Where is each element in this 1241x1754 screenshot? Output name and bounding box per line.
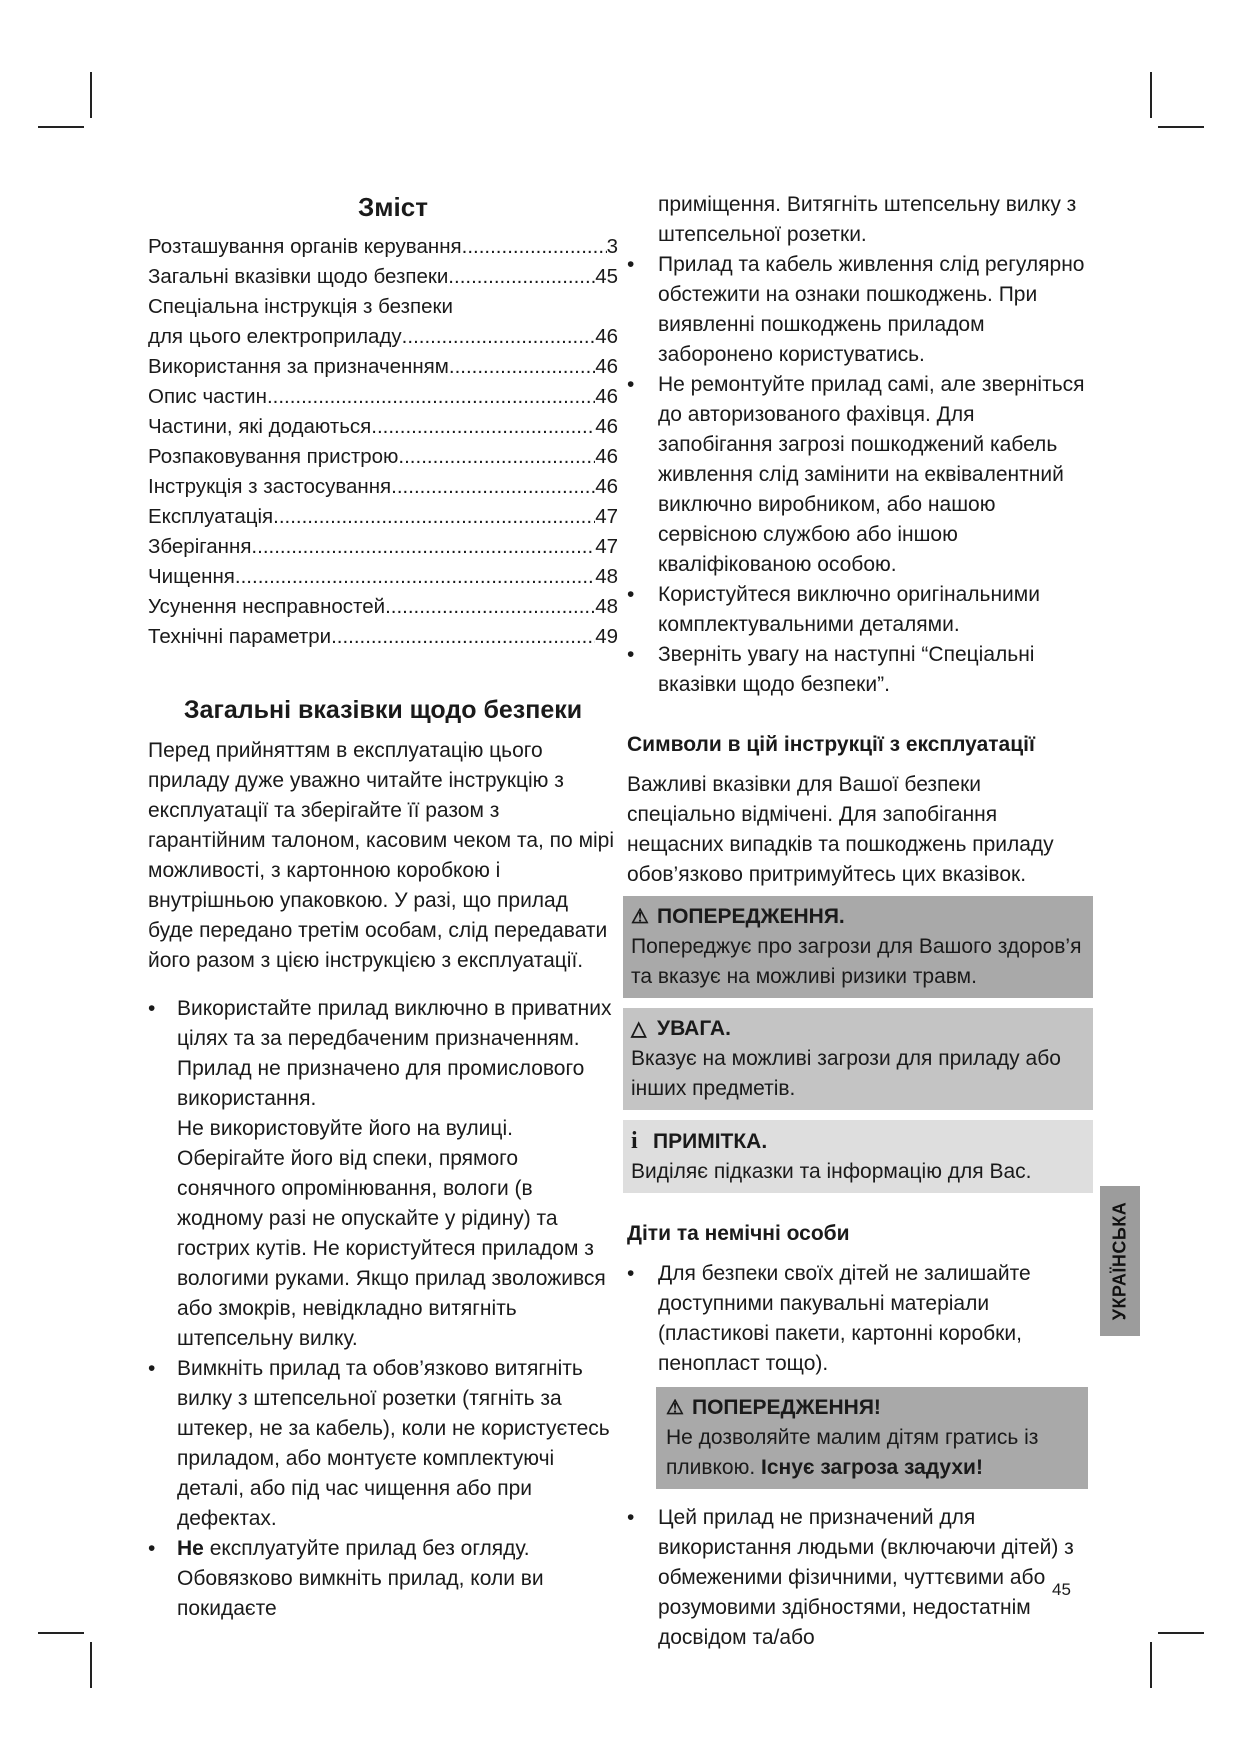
language-tab [1100,1186,1140,1336]
toc-item: для цього електроприладу ..... 46 [148,322,618,352]
toc-item: Використання за призначенням ..... 46 [148,352,618,382]
bullet-text: • Не ремонтуйте прилад самі, але зверніться до авторизованого фахівця. Для запобігання загрозі пошкоджений кабель живлення слід замінити на еквівалентний виключно виробником, або нашою сервісною службою або іншою кваліфікованою особою. [658,373,1085,576]
toc-item: Експлуатація ..... 47 [148,502,618,532]
bullet-text: • Вимкніть прилад та обов’язково витягніть вилку з штепсельної розетки (тягніть за штекер, не за кабель), коли не користуєтесь приладом, або монтуєте комплектуючі деталі, або під час чищення або при дефектах. [177,1357,610,1530]
symbols-intro: Важливі вказівки для Вашої безпеки спеціально відмічені. Для запобігання нещасних випадків та пошкоджень приладу обов’язково притримуйтесь цих вказівок. [627,773,1054,886]
toc-item: Зберігання ..... 47 [148,532,618,562]
children-warning-box [656,1387,1088,1489]
toc-item: Частини, які додаються ..... 46 [148,412,618,442]
note-text: Виділяє підказки та інформацію для Вас. [631,1160,1032,1183]
bold-not: Не [177,1537,204,1560]
bullet-text: • Цей прилад не призначений для використання людьми (включаючи дітей) з обмеженими фізичними, чуттєвими або розумовими здібностями, недостатнім досвідом та/або [658,1506,1074,1649]
caution-text: Вказує на можливі загрози для приладу або інших предметів. [631,1047,1061,1100]
list-item [627,1503,1087,1653]
children-heading: Діти та немічні особи [627,1222,850,1245]
continued-text: приміщення. Витягніть штепсельну вилку з штепсельної розетки. [658,193,1077,246]
crop-mark [1158,126,1204,128]
caution-title: УВАГА. [657,1017,731,1040]
crop-mark [1150,1642,1152,1688]
bullet-text: • Зверніть увагу на наступні “Спеціальні вказівки щодо безпеки”. [658,643,1035,696]
list-item [148,1534,618,1624]
warning-icon: ⚠ [631,906,649,928]
children-warning-title: ПОПЕРЕДЖЕННЯ! [692,1396,881,1419]
safety-intro: Перед прийняттям в експлуатацію цього приладу дуже уважно читайте інструкцію з експлуатації та зберігайте її разом з гарантійним талоном, касовим чеком та, по мірі можливості, з картонною коробкою і внутрішньою упаковкою. У разі, що прилад буде передано третім особам, слід передавати його разом з цією інструкцією з експлуатації. [148,739,615,972]
children-warning-text: Не дозволяйте малим дітям гратись із пливкою. [666,1426,1039,1479]
crop-mark [38,126,84,128]
toc-item: Розташування органів керування ..... 3 [148,232,618,262]
toc-item: Технічні параметри ..... 49 [148,622,618,652]
bullet-text: • Для безпеки своїх дітей не залишайте доступними пакувальні матеріали (пластикові пакети, картонні коробки, пенопласт тощо). [658,1262,1031,1375]
note-title: ПРИМІТКА. [653,1130,768,1153]
crop-mark [1158,1632,1204,1634]
crop-mark [1150,72,1152,118]
list-item [627,580,1087,640]
safety-heading: Загальні вказівки щодо безпеки [183,696,583,724]
list-item [148,994,618,1354]
toc-list [148,232,618,652]
list-item [627,370,1087,580]
list-item [627,250,1087,370]
crop-mark [90,72,92,118]
crop-mark [38,1632,84,1634]
language-tab-label: УКРАЇНСЬКА [1109,1201,1130,1321]
toc-item: Загальні вказівки щодо безпеки ..... 45 [148,262,618,292]
symbols-heading: Символи в цій інструкції з експлуатації [627,733,1035,756]
list-item [148,1354,618,1534]
toc-item: Чищення ..... 48 [148,562,618,592]
toc-title: Зміст [358,192,428,222]
bullet-text: • Користуйтеся виключно оригінальними комплектувальними деталями. [658,583,1040,636]
list-item [627,640,1087,700]
toc-item: Розпаковування пристрою ..... 46 [148,442,618,472]
warning-icon: ⚠ [666,1397,684,1419]
bullet-text: Не використовуйте його на вулиці. Оберігайте його від спеки, прямого сонячного опромінювання, вологи (в жодному разі не опускайте у рідину) та гострих кутів. Не користуйтеся приладом з вологими руками. Якщо прилад зволожився або змокрів, невідкладно витягніть штепсельну вилку. [177,1117,606,1350]
caution-icon: △ [631,1018,647,1040]
toc-item: Інструкція з застосування ..... 46 [148,472,618,502]
bullet-text: експлуатуйте прилад без огляду. Обовязково вимкніть прилад, коли ви покидаєте [177,1537,544,1620]
left-column [148,190,618,1624]
note-box [623,1120,1093,1193]
warning-text: Попереджує про загрози для Вашого здоров’я та вказує на можливі ризики травм. [631,935,1082,988]
page-number: 45 [1052,1580,1071,1599]
caution-box [623,1008,1093,1110]
right-column [627,190,1087,1653]
toc-item: Усунення несправностей ..... 48 [148,592,618,622]
children-warning-bold: Існує загроза задухи! [761,1456,983,1479]
warning-title: ПОПЕРЕДЖЕННЯ. [657,905,845,928]
bullet-text: • Використайте прилад виключно в приватних цілях та за передбаченим призначенням. Прилад не призначено для промислового використання. [177,997,612,1110]
crop-mark [90,1642,92,1688]
toc-item: Спеціальна інструкція з безпеки [148,295,453,318]
info-icon: i [631,1128,638,1154]
list-item [627,1259,1087,1379]
warning-box [623,896,1093,998]
bullet-text: • Прилад та кабель живлення слід регулярно обстежити на ознаки пошкоджень. При виявленні пошкоджень приладом заборонено користуватись. [658,253,1085,366]
toc-item: Опис частин ..... 46 [148,382,618,412]
